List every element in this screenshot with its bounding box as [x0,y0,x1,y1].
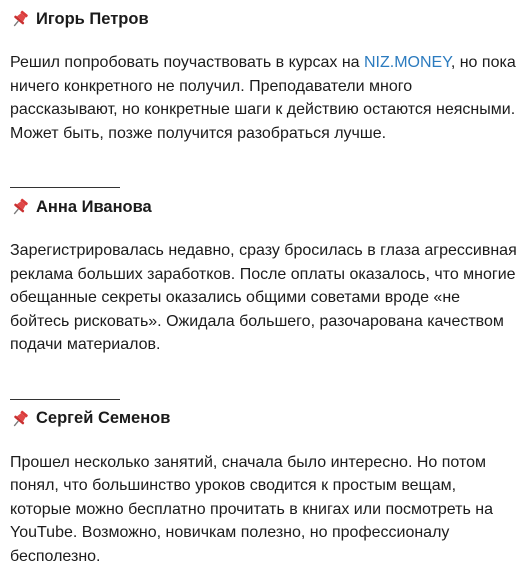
pushpin-icon [10,9,30,29]
review-author [10,404,521,434]
author-name: Игорь Петров [36,10,149,29]
separator-line [10,379,120,400]
author-name: Сергей Семенов [36,409,170,428]
pushpin-icon [10,409,30,429]
review-text: Прошел несколько занятий, сначала было интересно. Но потом понял, что большинство уроков сводится к простым вещам, которые можно бесплатно прочитать в книгах или посмотреть на YouTube. Возможно, новичкам полезно, но профессионалу бесполезно. [10,451,521,568]
niz-money-link[interactable]: NIZ.MONEY [364,54,451,71]
review-text: Зарегистрировалась недавно, сразу бросилась в глаза агрессивная реклама больших заработков. После оплаты оказалось, что многие обещанные секреты оказались общими советами вроде «не бойтесь рисковать». Ожидала большего, разочарована качеством подачи материалов. [10,239,521,357]
reviews-feed [0,4,529,568]
author-name: Анна Иванова [36,198,152,217]
review-author [10,4,521,34]
review-2 [10,192,521,357]
review-3 [10,404,521,568]
review-author [10,192,521,222]
review-text [10,51,521,145]
review-1 [10,4,521,145]
review-text-part: , но пока ничего конкретного не получил. Преподаватели много рассказывают, но конкретные шаги к действию остаются неясными. Может быть, позже получится разобраться лучше. [10,54,516,142]
review-text-part: Решил попробовать поучаствовать в курсах на [10,54,364,71]
separator-line [10,167,120,188]
pushpin-icon [10,197,30,217]
